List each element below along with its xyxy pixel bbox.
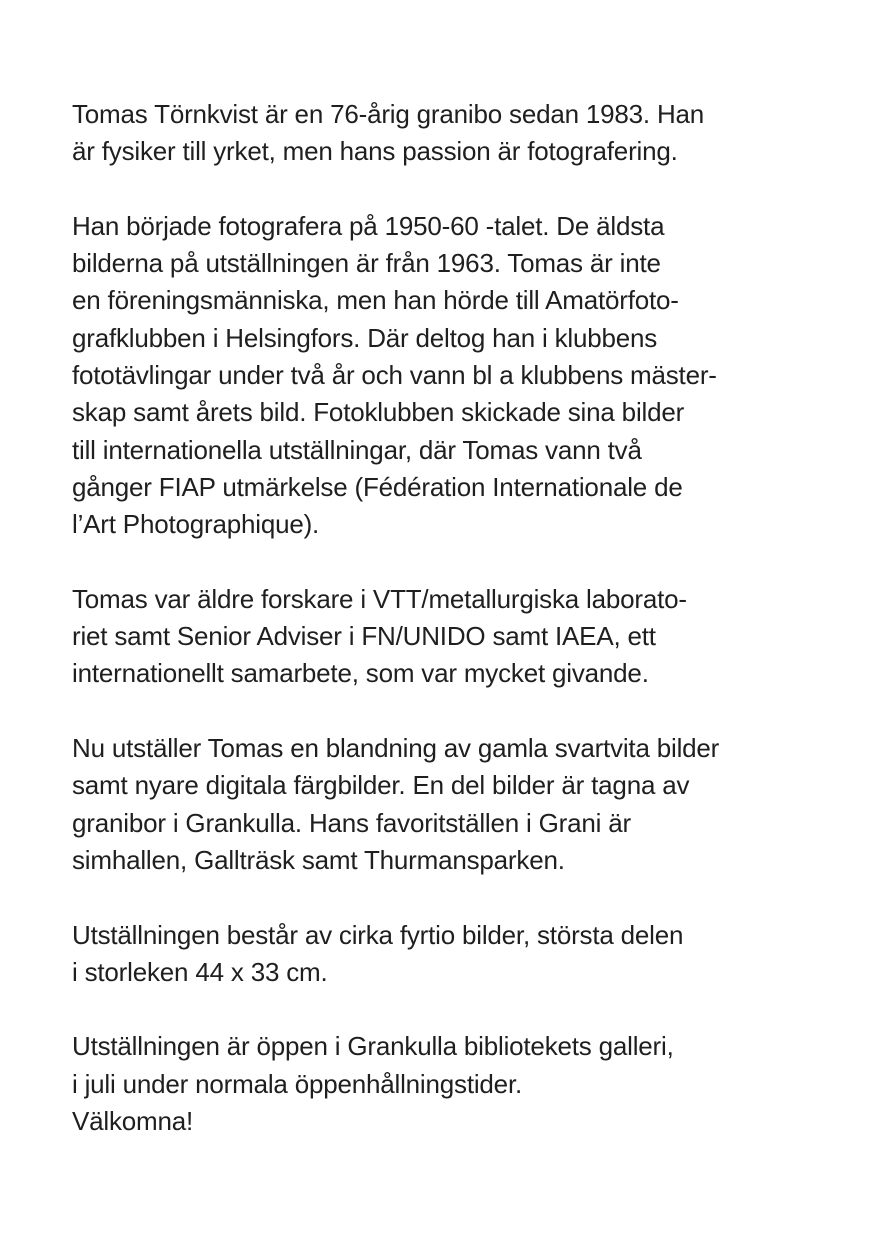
text-line: Nu utställer Tomas en blandning av gamla svartvita bilder <box>72 733 720 764</box>
text-line: skap samt årets bild. Fotoklubben skickade sina bilder <box>72 397 685 428</box>
text-line: granibor i Grankulla. Hans favoritställen i Grani är <box>72 807 631 838</box>
text-line: är fysiker till yrket, men hans passion är fotografering. <box>72 136 678 167</box>
text-line: en föreningsmänniska, men han hörde till Amatörfoto- <box>72 285 679 316</box>
text-line: fototävlingar under två år och vann bl a klubbens mäster- <box>72 360 717 391</box>
paragraph-intro <box>72 96 832 171</box>
text-line: gånger FIAP utmärkelse (Fédération Internationale de <box>72 471 683 502</box>
text-line: Utställningen är öppen i Grankulla bibliotekets galleri, <box>72 1031 674 1062</box>
text-line: l’Art Photographique). <box>72 509 320 540</box>
text-line: i storleken 44 x 33 cm. <box>72 956 328 987</box>
text-line: i juli under normala öppenhållningstider. <box>72 1068 522 1099</box>
text-line: bilderna på utställningen är från 1963. Tomas är inte <box>72 248 661 279</box>
body-text <box>72 96 832 1178</box>
paragraph-history <box>72 208 832 544</box>
text-line: grafklubben i Helsingfors. Där deltog han i klubbens <box>72 322 658 353</box>
text-line: till internationella utställningar, där Tomas vann två <box>72 434 642 465</box>
paragraph-career <box>72 581 832 693</box>
text-line: Utställningen består av cirka fyrtio bilder, största delen <box>72 919 684 950</box>
text-line: samt nyare digitala färgbilder. En del bilder är tagna av <box>72 770 690 801</box>
text-line: Han började fotografera på 1950-60 -talet. De äldsta <box>72 210 665 241</box>
paragraph-exhibition-content <box>72 730 832 879</box>
text-line: Tomas Törnkvist är en 76-årig granibo sedan 1983. Han <box>72 99 705 129</box>
text-line: internationellt samarbete, som var mycket givande. <box>72 658 649 689</box>
paragraph-exhibition-size <box>72 917 832 992</box>
text-line: Tomas var äldre forskare i VTT/metallurgiska laborato- <box>72 583 687 614</box>
text-line: Välkomna! <box>72 1106 194 1137</box>
paragraph-opening-info <box>72 1028 832 1140</box>
text-line: riet samt Senior Adviser i FN/UNIDO samt IAEA, ett <box>72 621 656 652</box>
text-line: simhallen, Gallträsk samt Thurmansparken. <box>72 844 565 875</box>
